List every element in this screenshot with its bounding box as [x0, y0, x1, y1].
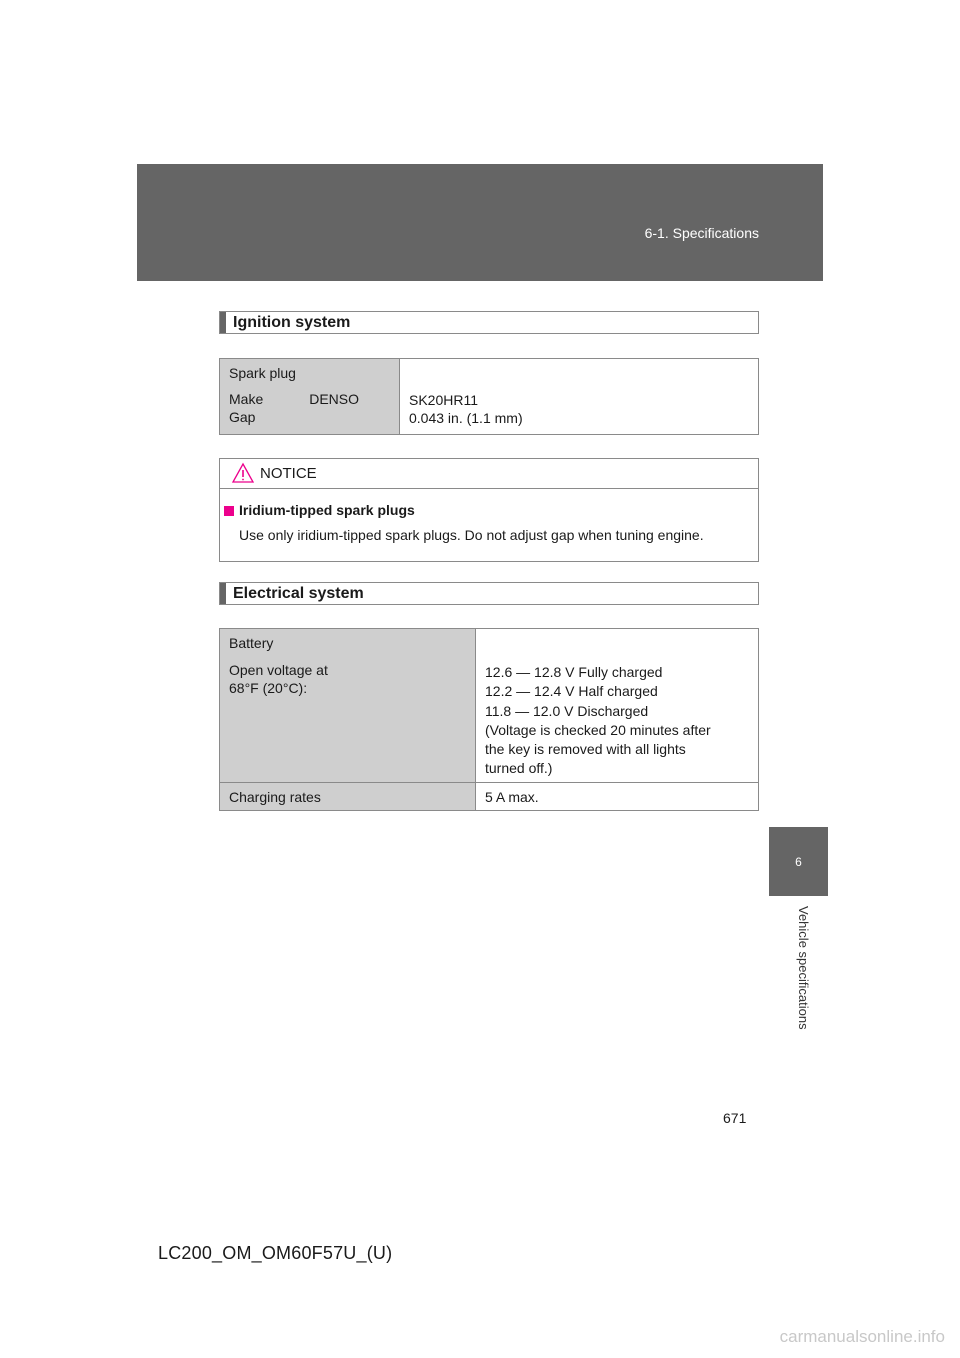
- chapter-tab: [769, 827, 828, 896]
- section-title: 6-1. Specifications: [644, 225, 759, 241]
- voltage-label-line2: 68°F (20°C):: [229, 680, 308, 696]
- chapter-number: 6: [795, 854, 802, 869]
- electrical-table: [219, 628, 759, 811]
- watermark-text: carmanualsonline.info: [779, 1327, 945, 1346]
- ignition-heading: Ignition system: [219, 311, 759, 334]
- watermark-logo: [690, 1314, 950, 1354]
- spark-plug-value-cell: [400, 359, 759, 435]
- electrical-heading: Electrical system: [219, 582, 759, 605]
- voltage-value-line: turned off.): [485, 760, 553, 777]
- page-number: 671: [723, 1110, 747, 1126]
- notice-item-title: [224, 502, 415, 518]
- voltage-values: [485, 663, 758, 779]
- notice-title: NOTICE: [260, 465, 317, 482]
- voltage-value-line: 12.6 — 12.8 V Fully charged: [485, 664, 663, 680]
- chapter-title: Vehicle specifications: [796, 906, 811, 1030]
- gap-label: Gap: [229, 409, 256, 425]
- ignition-table: [219, 358, 759, 435]
- notice-item-title-text: Iridium-tipped spark plugs: [239, 502, 415, 518]
- charging-label: Charging rates: [220, 783, 476, 811]
- spark-plug-label-cell: [220, 359, 400, 435]
- document-code: LC200_OM_OM60F57U_(U): [158, 1243, 393, 1263]
- notice-header: [220, 459, 758, 489]
- voltage-value-line: the key is removed with all lights: [485, 741, 686, 758]
- notice-item-text: Use only iridium-tipped spark plugs. Do not adjust gap when tuning engine.: [239, 527, 704, 543]
- voltage-value-line: 12.2 — 12.4 V Half charged: [485, 683, 658, 700]
- make-label: Make: [229, 391, 264, 407]
- battery-label: Battery: [229, 635, 274, 651]
- make-brand: DENSO: [309, 391, 359, 407]
- voltage-value-line: (Voltage is checked 20 minutes after: [485, 721, 711, 738]
- charging-value: 5 A max.: [476, 783, 759, 811]
- voltage-value-line: 11.8 — 12.0 V Discharged: [485, 702, 649, 719]
- battery-label-cell: [220, 629, 476, 783]
- gap-value: 0.043 in. (1.1 mm): [409, 410, 523, 426]
- voltage-label-line1: Open voltage at: [229, 662, 328, 678]
- spark-plug-label: Spark plug: [229, 365, 296, 381]
- notice-box: [219, 458, 759, 562]
- bullet-square-icon: [224, 506, 234, 516]
- make-value: SK20HR11: [409, 392, 479, 408]
- battery-value-cell: [476, 629, 759, 783]
- warning-triangle-icon: [231, 462, 255, 484]
- header-band: [137, 164, 823, 281]
